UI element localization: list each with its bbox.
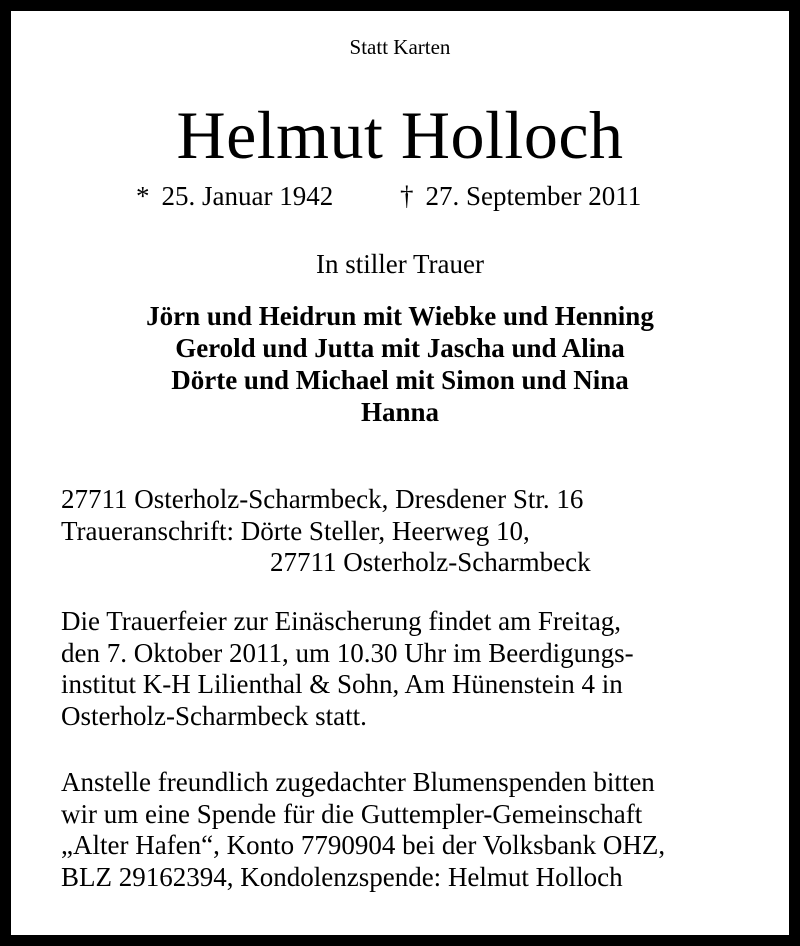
deceased-name: Helmut Holloch: [176, 97, 624, 173]
death-date-group: [400, 180, 641, 212]
address-block: [61, 484, 759, 579]
mourning-phrase: In stiller Trauer: [316, 249, 484, 279]
mourning-address-city: 27711 Osterholz-Scharmbeck: [270, 547, 591, 577]
ceremony-line: Osterholz-Scharmbeck statt.: [61, 700, 367, 731]
ceremony-line: den 7. Oktober 2011, um 10.30 Uhr im Beerdigungs-: [61, 637, 634, 668]
family-member-line: Hanna: [360, 397, 440, 427]
death-cross-icon: †: [400, 181, 414, 211]
donation-line: „Alter Hafen“, Konto 7790904 bei der Volksbank OHZ,: [61, 830, 666, 860]
death-date: 27. September 2011: [425, 181, 642, 211]
life-dates: [11, 180, 789, 212]
birth-date: 25. Januar 1942: [161, 181, 334, 211]
address-line: 27711 Osterholz-Scharmbeck, Dresdener Str. 16: [61, 484, 584, 514]
mourning-address-line: Traueranschrift: Dörte Steller, Heerweg 10,: [61, 515, 530, 546]
donation-line: Anstelle freundlich zugedachter Blumenspenden bitten: [61, 767, 655, 797]
donation-request: [61, 767, 759, 893]
notice-header: Statt Karten: [349, 35, 451, 59]
birth-date-group: [136, 180, 333, 212]
ceremony-line: institut K-H Lilienthal & Sohn, Am Hünenstein 4 in: [61, 669, 623, 699]
funeral-ceremony-details: [61, 606, 759, 732]
family-member-line: Gerold und Jutta mit Jascha und Alina: [175, 333, 625, 363]
family-member-line: Jörn und Heidrun mit Wiebke und Henning: [146, 301, 654, 331]
donation-line: wir um eine Spende für die Guttempler-Gemeinschaft: [61, 798, 643, 829]
family-members: [11, 300, 789, 428]
birth-star-icon: *: [136, 181, 150, 211]
donation-line: BLZ 29162394, Kondolenzspende: Helmut Holloch: [61, 861, 623, 892]
family-member-line: Dörte und Michael mit Simon und Nina: [171, 365, 629, 395]
ceremony-line: Die Trauerfeier zur Einäscherung findet am Freitag,: [61, 606, 622, 636]
